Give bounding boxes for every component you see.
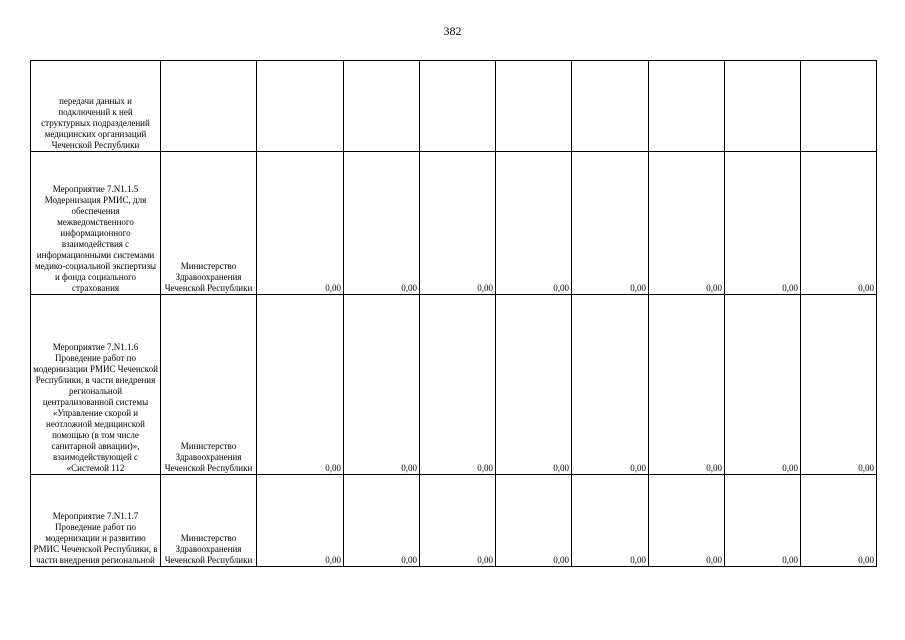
table-row (31, 475, 877, 567)
amount-cell: 0,00 (572, 475, 649, 567)
amount-cell: 0,00 (649, 152, 725, 295)
amount-cell (344, 61, 420, 152)
amount-cell: 0,00 (572, 295, 649, 475)
budget-table (30, 60, 877, 567)
amount-cell (725, 61, 801, 152)
amount-cell: 0,00 (801, 475, 877, 567)
amount-cell (649, 61, 725, 152)
amount-cell (420, 61, 496, 152)
amount-cell: 0,00 (420, 152, 496, 295)
amount-cell: 0,00 (725, 152, 801, 295)
activity-description: передачи данных и подключений к ней структурных подразделений медицинских организаций Чеченской Республики (31, 61, 161, 152)
amount-cell: 0,00 (344, 295, 420, 475)
amount-cell: 0,00 (344, 475, 420, 567)
amount-cell: 0,00 (257, 152, 344, 295)
amount-cell: 0,00 (649, 295, 725, 475)
amount-cell: 0,00 (649, 475, 725, 567)
amount-cell: 0,00 (725, 475, 801, 567)
page-number: 382 (443, 24, 462, 38)
amount-cell: 0,00 (496, 152, 572, 295)
responsible-organization: Министерство Здравоохранения Чеченской Республики (161, 475, 257, 567)
responsible-organization: Министерство Здравоохранения Чеченской Республики (161, 295, 257, 475)
activity-description: Мероприятие 7.N1.1.7 Проведение работ по модернизации и развитию РМИС Чеченской Республики, в части внедрения региональной (31, 475, 161, 567)
table-row (31, 295, 877, 475)
amount-cell (572, 61, 649, 152)
amount-cell (801, 61, 877, 152)
activity-description: Мероприятие 7.N1.1.5 Модернизация РМИС, для обеспечения межведомственного информационного взаимодействия с информационными системами медико-социальной экспертизы и фонда социального страхования (31, 152, 161, 295)
amount-cell: 0,00 (496, 475, 572, 567)
amount-cell: 0,00 (257, 295, 344, 475)
activity-description: Мероприятие 7.N1.1.6 Проведение работ по модернизации РМИС Чеченской Республики, в части внедрения региональной централизованной системы «Управление скорой и неотложной медицинской помощью (в том числе санитарной авиации)», взаимодействующей с «Системой 112 (31, 295, 161, 475)
amount-cell: 0,00 (801, 295, 877, 475)
amount-cell: 0,00 (572, 152, 649, 295)
amount-cell: 0,00 (801, 152, 877, 295)
amount-cell: 0,00 (344, 152, 420, 295)
responsible-organization: Министерство Здравоохранения Чеченской Республики (161, 152, 257, 295)
amount-cell: 0,00 (420, 295, 496, 475)
amount-cell (257, 61, 344, 152)
amount-cell: 0,00 (257, 475, 344, 567)
amount-cell: 0,00 (420, 475, 496, 567)
amount-cell: 0,00 (496, 295, 572, 475)
table-row (31, 152, 877, 295)
amount-cell (496, 61, 572, 152)
amount-cell: 0,00 (725, 295, 801, 475)
responsible-organization (161, 61, 257, 152)
table-row (31, 61, 877, 152)
